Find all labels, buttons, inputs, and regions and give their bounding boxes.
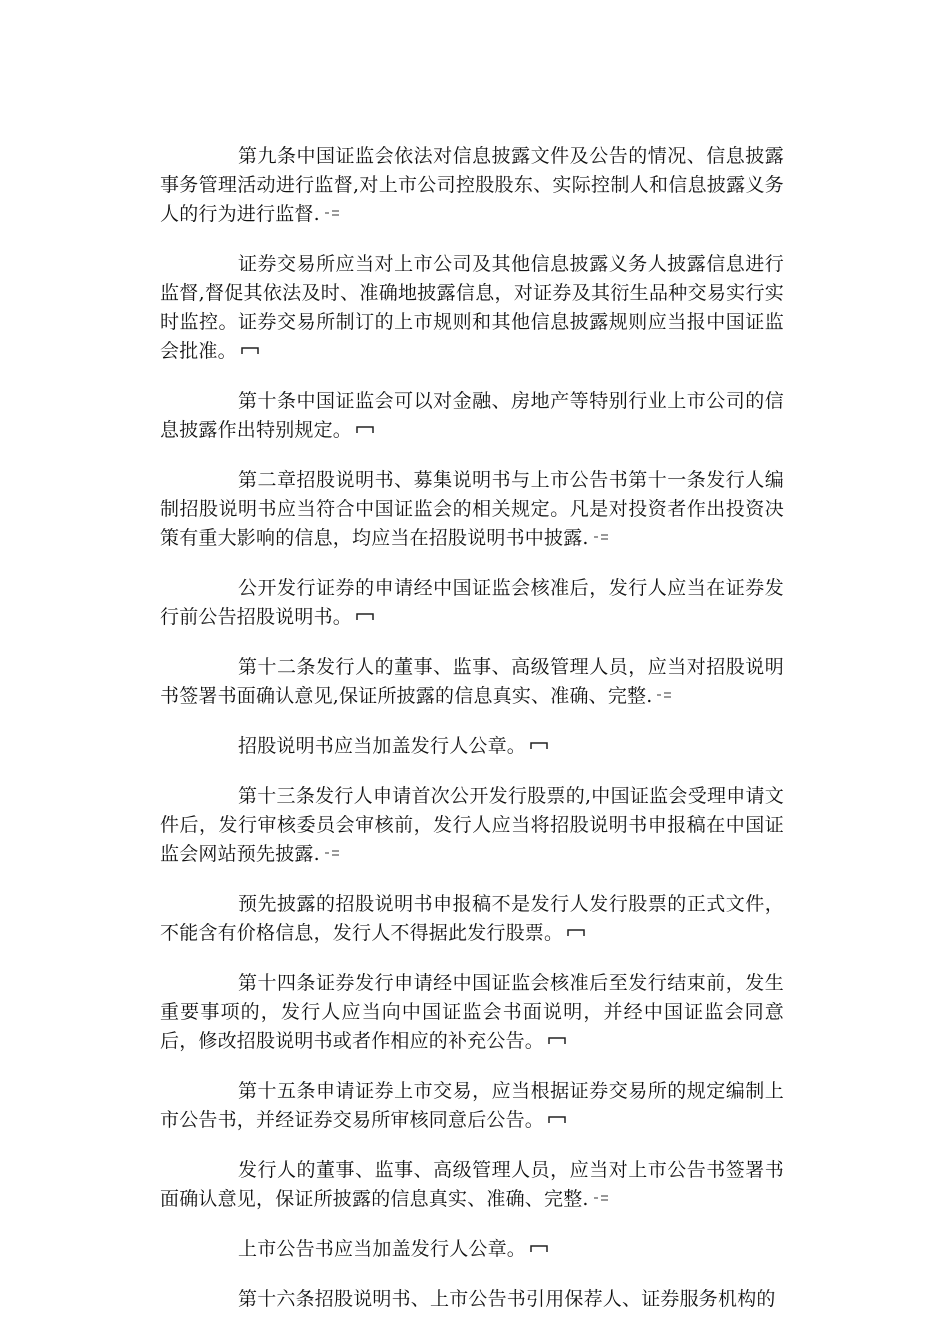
paragraph-2: 证券交易所应当对上市公司及其他信息披露义务人披露信息进行监督,督促其依法及时、准确地披露信息，对证券及其衍生品种交易实行实时监控。证券交易所制订的上市规则和其他信息披露规则应当报中国证监会批准。 [160,253,784,362]
return-mark-icon [530,1243,548,1253]
return-mark-icon [241,345,259,355]
paragraph-6: 第十二条发行人的董事、监事、高级管理人员，应当对招股说明书签署书面确认意见,保证所披露的信息真实、准确、完整. [160,656,784,707]
paragraph-7: 招股说明书应当加盖发行人公章。 [160,732,784,761]
paragraph-4: 第二章招股说明书、募集说明书与上市公告书第十一条发行人编制招股说明书应当符合中国证监会的相关规定。凡是对投资者作出投资决策有重大影响的信息，均应当在招股说明书中披露. [160,469,784,549]
return-mark-icon [548,1035,566,1045]
return-mark-icon [356,611,374,621]
paragraph-5: 公开发行证券的申请经中国证监会核准后，发行人应当在证券发行前公告招股说明书。 [160,577,784,628]
paragraph-14: 第十六条招股说明书、上市公告书引用保荐人、证券服务机构的 [238,1288,776,1310]
paragraph-12: 发行人的董事、监事、高级管理人员，应当对上市公告书签署书面确认意见，保证所披露的信息真实、准确、完整. [160,1159,784,1210]
return-mark-icon [356,424,374,434]
equals-mark-icon [593,1193,609,1203]
equals-mark-icon [324,208,340,218]
document-body [160,142,784,1335]
return-mark-icon [530,740,548,750]
paragraph-11: 第十五条申请证券上市交易，应当根据证券交易所的规定编制上市公告书，并经证券交易所审核同意后公告。 [160,1080,784,1131]
return-mark-icon [567,927,585,937]
paragraph-8: 第十三条发行人申请首次公开发行股票的,中国证监会受理申请文件后，发行审核委员会审核前，发行人应当将招股说明书申报稿在中国证监会网站预先披露. [160,785,784,865]
paragraph-10: 第十四条证券发行申请经中国证监会核准后至发行结束前，发生重要事项的，发行人应当向中国证监会书面说明，并经中国证监会同意后，修改招股说明书或者作相应的补充公告。 [160,972,784,1052]
paragraph-9: 预先披露的招股说明书申报稿不是发行人发行股票的正式文件，不能含有价格信息，发行人不得据此发行股票。 [160,893,784,944]
paragraph-3: 第十条中国证监会可以对金融、房地产等特别行业上市公司的信息披露作出特别规定。 [160,390,784,441]
paragraph-1: 第九条中国证监会依法对信息披露文件及公告的情况、信息披露事务管理活动进行监督,对上市公司控股股东、实际控制人和信息披露义务人的行为进行监督. [160,145,784,225]
return-mark-icon [548,1114,566,1124]
equals-mark-icon [593,532,609,542]
equals-mark-icon [656,690,672,700]
equals-mark-icon [324,848,340,858]
paragraph-13: 上市公告书应当加盖发行人公章。 [160,1235,784,1264]
